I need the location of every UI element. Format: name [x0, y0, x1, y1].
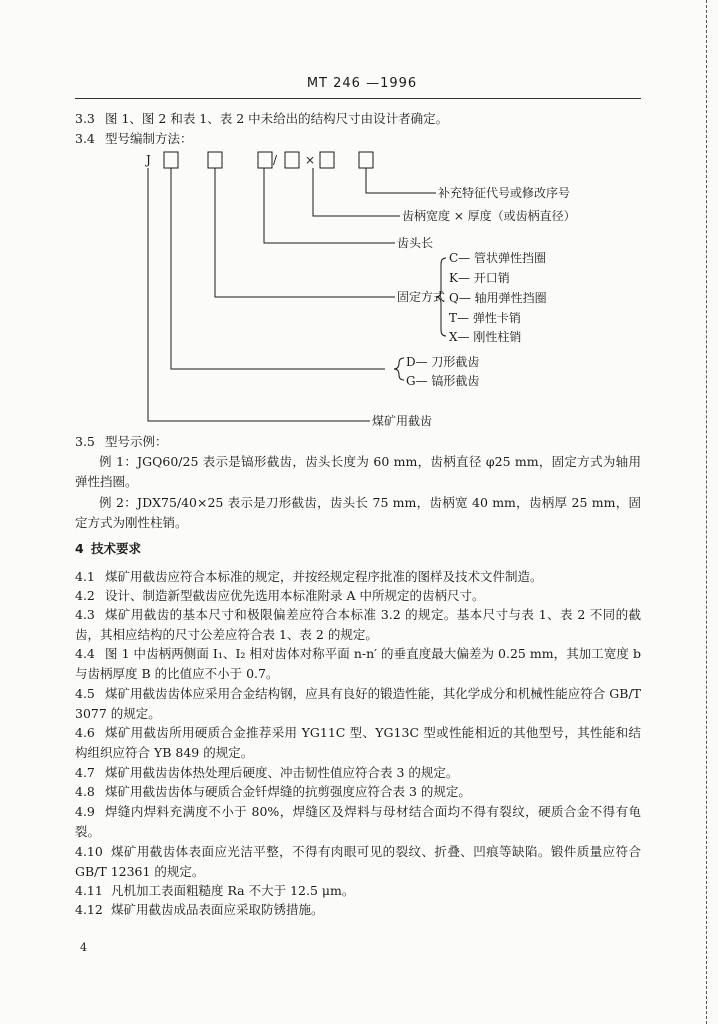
fixing-option-t: T— 弹性卡销	[449, 311, 521, 325]
code-box-shank-width	[285, 152, 299, 168]
fixing-option-x: X— 刚性柱销	[449, 330, 522, 344]
clause-4-11-text: 凡机加工表面粗糙度 Ra 不大于 12.5 μm。	[111, 883, 355, 898]
pick-type-d: D— 刀形截齿	[406, 355, 480, 369]
clause-4-9-text: 焊缝内焊料充满度不小于 80%，焊缝区及焊料与母材结合面均不得有裂纹，硬质合金不得有龟裂。	[75, 804, 641, 839]
clause-4-2-text: 设计、制造新型截齿应优先选用本标准附录 A 中所规定的齿柄尺寸。	[105, 588, 485, 603]
example-1: 例 1：JGQ60/25 表示是镐形截齿，齿头长度为 60 mm，齿柄直径 φ25 mm，固定方式为轴用弹性挡圈。	[75, 454, 641, 489]
code-box-type	[164, 152, 178, 168]
clause-3-5-title: 型号示例：	[105, 434, 168, 449]
clause-number-4-6: 4.6	[75, 725, 95, 740]
clause-number-4-1: 4.1	[75, 569, 95, 584]
code-box-fixing	[208, 152, 222, 168]
fixing-option-c: C— 管状弹性挡圈	[449, 251, 546, 265]
clause-3-3-text: 图 1、图 2 和表 1、表 2 中未给出的结构尺寸由设计者确定。	[105, 111, 449, 126]
clause-number-3-4: 3.4	[75, 131, 95, 146]
code-box-shank-thickness	[320, 152, 334, 168]
clause-4-4-text: 图 1 中齿柄两侧面 I₁、I₂ 相对齿体对称平面 n-n′ 的垂直度最大偏差为 0.25 mm，其加工宽度 b 与齿柄厚度 B 的比值应不小于 0.7。	[75, 646, 641, 681]
code-box-supplement	[359, 152, 373, 168]
label-supplement: 补充特征代号或修改序号	[438, 186, 571, 200]
label-product: 煤矿用截齿	[372, 414, 433, 428]
clause-number-4-7: 4.7	[75, 765, 95, 780]
fixing-option-k: K— 开口销	[449, 271, 510, 285]
clause-3-4-text: 型号编制方法：	[105, 131, 193, 146]
clause-number-4-2: 4.2	[75, 588, 95, 603]
label-fixing-method: 固定方式	[397, 290, 446, 304]
clause-4-7-text: 煤矿用截齿齿体热处理后硬度、冲击韧性值应符合表 3 的规定。	[105, 765, 459, 780]
clause-number-4-10: 4.10	[75, 844, 103, 859]
clause-number-3-3: 3.3	[75, 111, 95, 126]
clause-number-3-5: 3.5	[75, 434, 95, 449]
clause-4-1-text: 煤矿用截齿应符合本标准的规定，并按经规定程序批准的图样及技术文件制造。	[105, 569, 543, 584]
clause-4-12-text: 煤矿用截齿成品表面应采取防锈措施。	[111, 902, 324, 917]
clause-number-4-9: 4.9	[75, 804, 95, 819]
clause-4-8-text: 煤矿用截齿齿体与硬质合金钎焊缝的抗剪强度应符合表 3 的规定。	[105, 784, 471, 799]
clause-4-5-text: 煤矿用截齿齿体应采用合金结构钢，应具有良好的锻造性能，其化学成分和机械性能应符合 GB/T 3077 的规定。	[75, 686, 641, 721]
clause-number-4-3: 4.3	[75, 607, 95, 622]
clause-4-6-text: 煤矿用截齿所用硬质合金推荐采用 YG11C 型、YG13C 型或性能相近的其他型号，其性能和结构组织应符合 YB 849 的规定。	[75, 725, 641, 760]
clause-number-4-12: 4.12	[75, 902, 103, 917]
standard-code-header: MT 246 —1996	[306, 76, 418, 91]
clause-number-4-5: 4.5	[75, 686, 95, 701]
page-number: 4	[80, 941, 87, 954]
clause-number-4-8: 4.8	[75, 784, 95, 799]
example-2: 例 2：JDX75/40×25 表示是刀形截齿，齿头长 75 mm，齿柄宽 40 mm，齿柄厚 25 mm，固定方式为刚性柱销。	[75, 495, 641, 530]
times-symbol: ×	[305, 153, 316, 167]
slash-symbol: /	[273, 153, 278, 167]
section-title-technical-requirements: 技术要求	[91, 541, 142, 556]
clause-4-10-text: 煤矿用截齿体表面应光洁平整，不得有肉眼可见的裂纹、折叠、凹痕等缺陷。锻件质量应符合 GB/T 12361 的规定。	[75, 844, 641, 879]
section-number-4: 4	[75, 541, 84, 556]
clause-number-4-4: 4.4	[75, 646, 95, 661]
label-shank-size: 齿柄宽度 × 厚度（或齿柄直径）	[402, 209, 576, 223]
code-box-head-length	[258, 152, 272, 168]
label-head-length: 齿头长	[397, 236, 434, 250]
fixing-option-q: Q— 轴用弹性挡圈	[449, 291, 547, 305]
model-prefix: J	[146, 153, 151, 167]
clause-4-3-text: 煤矿用截齿的基本尺寸和极限偏差应符合本标准 3.2 的规定。基本尺寸与表 1、表 2 不同的截齿，其相应结构的尺寸公差应符合表 1、表 2 的规定。	[75, 607, 641, 642]
pick-type-g: G— 镐形截齿	[406, 374, 480, 388]
clause-number-4-11: 4.11	[75, 883, 103, 898]
